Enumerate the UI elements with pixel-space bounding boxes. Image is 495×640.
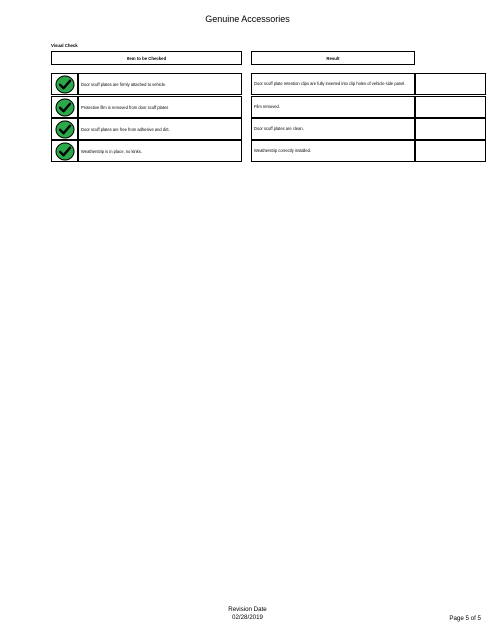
column-header-result: Result — [251, 51, 415, 65]
checkmark-icon — [55, 98, 75, 117]
check-cell — [51, 140, 78, 162]
blank-cell — [415, 73, 486, 95]
check-cell — [51, 118, 78, 140]
blank-cell — [415, 140, 486, 162]
revision-date: 02/28/2019 — [232, 614, 263, 622]
page-title: Genuine Accessories — [205, 14, 290, 24]
revision-footer — [0, 606, 495, 622]
checkmark-icon — [55, 142, 75, 161]
blank-cell — [415, 96, 486, 118]
item-to-check-cell: Door scuff plates are firmly attached to vehicle. — [78, 73, 242, 95]
section-label: Visual Check — [51, 43, 78, 48]
item-to-check-cell: Door scuff plates are free from adhesive and dirt. — [78, 118, 242, 140]
result-cell: Weatherstrip correctly installed. — [251, 140, 415, 162]
result-cell: Door scuff plate retention clips are fully inserted into clip holes of vehicle side panel. — [251, 73, 415, 95]
blank-cell — [415, 118, 486, 140]
result-cell: Door scuff plates are clean. — [251, 118, 415, 140]
item-to-check-cell: Weatherstrip is in place, no kinks. — [78, 140, 242, 162]
column-header-item: Item to be Checked — [51, 51, 242, 65]
revision-label: Revision Date — [228, 606, 267, 613]
checkmark-icon — [55, 75, 75, 94]
checkmark-icon — [55, 120, 75, 139]
item-to-check-cell: Protective film is removed from door scuff plates — [78, 96, 242, 118]
check-cell — [51, 73, 78, 95]
result-cell: Film removed. — [251, 96, 415, 118]
page-number: Page 5 of 5 — [449, 615, 481, 622]
check-cell — [51, 96, 78, 118]
